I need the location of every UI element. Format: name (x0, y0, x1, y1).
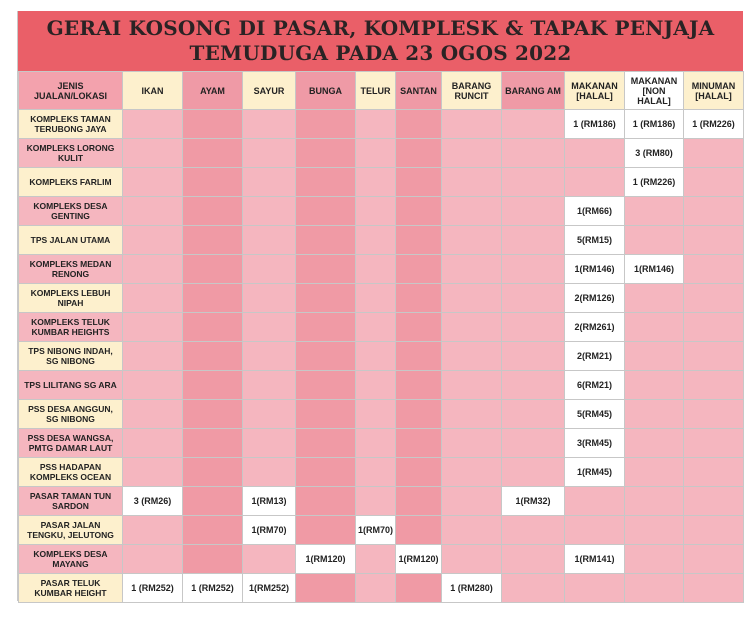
table-cell[interactable] (502, 516, 565, 545)
table-cell[interactable]: 1 (RM252) (123, 574, 183, 603)
table-row (19, 487, 744, 516)
table-cell[interactable] (296, 371, 356, 400)
table-cell[interactable] (243, 342, 296, 371)
table-cell[interactable] (396, 458, 442, 487)
location-cell[interactable]: PSS DESA ANGGUN, SG NIBONG (19, 400, 123, 429)
table-cell[interactable] (356, 168, 396, 197)
table-cell[interactable] (296, 255, 356, 284)
location-cell[interactable]: PSS HADAPAN KOMPLEKS OCEAN (19, 458, 123, 487)
table-cell[interactable] (442, 255, 502, 284)
table-cell[interactable] (565, 139, 625, 168)
location-cell[interactable]: KOMPLEKS TAMAN TERUBONG JAYA (19, 110, 123, 139)
table-cell[interactable]: 1 (RM186) (565, 110, 625, 139)
table-cell[interactable] (684, 487, 744, 516)
table-cell[interactable] (565, 487, 625, 516)
table-cell[interactable] (442, 139, 502, 168)
table-cell[interactable] (243, 139, 296, 168)
location-cell[interactable]: TPS LILITANG SG ARA (19, 371, 123, 400)
table-cell[interactable] (123, 168, 183, 197)
table-cell[interactable]: 1(RM120) (296, 545, 356, 574)
table-cell[interactable] (123, 545, 183, 574)
column-header[interactable]: SANTAN (396, 72, 442, 110)
table-row (19, 371, 744, 400)
table-row (19, 255, 744, 284)
table-cell[interactable] (183, 284, 243, 313)
table-cell[interactable] (625, 342, 684, 371)
location-cell[interactable]: KOMPLEKS LORONG KULIT (19, 139, 123, 168)
title-line-1: GERAI KOSONG DI PASAR, KOMPLESK & TAPAK PENJAJA (46, 16, 715, 40)
table-cell[interactable] (243, 458, 296, 487)
table-cell[interactable] (684, 429, 744, 458)
table-cell[interactable]: 1 (RM226) (684, 110, 744, 139)
table-cell[interactable] (442, 371, 502, 400)
table-cell[interactable] (684, 284, 744, 313)
table-cell[interactable]: 1(RM45) (565, 458, 625, 487)
table-cell[interactable] (243, 400, 296, 429)
table-cell[interactable] (502, 400, 565, 429)
table-cell[interactable]: 3 (RM26) (123, 487, 183, 516)
table-cell[interactable] (625, 197, 684, 226)
location-cell[interactable]: PASAR TELUK KUMBAR HEIGHT (19, 574, 123, 603)
location-cell[interactable]: KOMPLEKS MEDAN RENONG (19, 255, 123, 284)
table-cell[interactable] (625, 458, 684, 487)
table-cell[interactable]: 1(RM13) (243, 487, 296, 516)
table-cell[interactable] (442, 400, 502, 429)
table-cell[interactable] (684, 197, 744, 226)
table-cell[interactable] (183, 168, 243, 197)
table-cell[interactable]: 3(RM45) (565, 429, 625, 458)
table-cell[interactable] (625, 516, 684, 545)
table-cell[interactable]: 5(RM45) (565, 400, 625, 429)
title-line-2: TEMUDUGA PADA 23 OGOS 2022 (189, 41, 572, 65)
table-cell[interactable] (396, 574, 442, 603)
table-cell[interactable] (396, 487, 442, 516)
location-cell[interactable]: KOMPLEKS TELUK KUMBAR HEIGHTS (19, 313, 123, 342)
table-cell[interactable] (183, 226, 243, 255)
table-cell[interactable] (502, 342, 565, 371)
table-cell[interactable] (356, 429, 396, 458)
table-row (19, 226, 744, 255)
table-cell[interactable]: 1(RM141) (565, 545, 625, 574)
table-row (19, 284, 744, 313)
table-cell[interactable] (356, 400, 396, 429)
table-cell[interactable] (296, 226, 356, 255)
table-cell[interactable]: 1(RM66) (565, 197, 625, 226)
table-cell[interactable] (684, 516, 744, 545)
table-cell[interactable] (396, 342, 442, 371)
table-cell[interactable] (442, 226, 502, 255)
table-cell[interactable] (396, 110, 442, 139)
table-cell[interactable] (183, 487, 243, 516)
table-cell[interactable]: 1 (RM252) (183, 574, 243, 603)
table-cell[interactable] (442, 168, 502, 197)
table-cell[interactable] (243, 255, 296, 284)
table-cell[interactable] (123, 342, 183, 371)
table-cell[interactable] (625, 487, 684, 516)
table-cell[interactable] (396, 400, 442, 429)
table-cell[interactable] (442, 429, 502, 458)
table-cell[interactable] (183, 255, 243, 284)
table-cell[interactable] (183, 139, 243, 168)
column-header[interactable]: AYAM (183, 72, 243, 110)
table-cell[interactable]: 2(RM126) (565, 284, 625, 313)
table-cell[interactable] (356, 284, 396, 313)
table-cell[interactable] (442, 342, 502, 371)
table-cell[interactable]: 6(RM21) (565, 371, 625, 400)
table-cell[interactable] (183, 197, 243, 226)
column-header[interactable]: MAKANAN [HALAL] (565, 72, 625, 110)
table-cell[interactable] (296, 458, 356, 487)
table-cell[interactable]: 1(RM70) (356, 516, 396, 545)
table-cell[interactable] (684, 574, 744, 603)
table-row (19, 516, 744, 545)
table-cell[interactable] (123, 255, 183, 284)
table-cell[interactable] (356, 139, 396, 168)
table-cell[interactable]: 1(RM252) (243, 574, 296, 603)
table-cell[interactable] (243, 110, 296, 139)
table-cell[interactable] (296, 400, 356, 429)
table-cell[interactable] (296, 139, 356, 168)
location-cell[interactable]: KOMPLEKS DESA MAYANG (19, 545, 123, 574)
location-cell[interactable]: PSS DESA WANGSA, PMTG DAMAR LAUT (19, 429, 123, 458)
table-cell[interactable] (296, 574, 356, 603)
table-cell[interactable] (356, 226, 396, 255)
table-cell[interactable] (396, 197, 442, 226)
table-cell[interactable] (243, 197, 296, 226)
table-cell[interactable] (396, 284, 442, 313)
table-cell[interactable]: 2(RM261) (565, 313, 625, 342)
table-cell[interactable] (502, 197, 565, 226)
location-cell[interactable]: PASAR TAMAN TUN SARDON (19, 487, 123, 516)
table-cell[interactable] (684, 168, 744, 197)
table-cell[interactable] (502, 545, 565, 574)
table-cell[interactable] (356, 574, 396, 603)
table-cell[interactable] (442, 284, 502, 313)
table-cell[interactable] (396, 371, 442, 400)
table-cell[interactable] (356, 110, 396, 139)
table-row (19, 313, 744, 342)
table-cell[interactable] (123, 284, 183, 313)
table-cell[interactable] (296, 487, 356, 516)
table-cell[interactable] (183, 545, 243, 574)
table-cell[interactable] (684, 226, 744, 255)
table-cell[interactable] (684, 400, 744, 429)
table-cell[interactable] (123, 400, 183, 429)
table-body (19, 110, 744, 603)
vacancy-table (18, 71, 744, 603)
table-cell[interactable] (243, 284, 296, 313)
table-cell[interactable] (442, 458, 502, 487)
table-cell[interactable] (684, 255, 744, 284)
table-cell[interactable] (442, 313, 502, 342)
location-cell[interactable]: TPS JALAN UTAMA (19, 226, 123, 255)
table-cell[interactable] (356, 342, 396, 371)
location-cell[interactable]: PASAR JALAN TENGKU, JELUTONG (19, 516, 123, 545)
table-cell[interactable] (684, 342, 744, 371)
column-header[interactable]: IKAN (123, 72, 183, 110)
column-header[interactable]: MAKANAN [NON HALAL] (625, 72, 684, 110)
table-row (19, 342, 744, 371)
table-cell[interactable]: 1 (RM226) (625, 168, 684, 197)
table-cell[interactable] (625, 400, 684, 429)
table-cell[interactable] (123, 516, 183, 545)
table-cell[interactable]: 1(RM146) (625, 255, 684, 284)
table-cell[interactable] (625, 313, 684, 342)
sheet-title (18, 11, 743, 71)
table-cell[interactable] (243, 545, 296, 574)
table-cell[interactable] (296, 342, 356, 371)
table-row (19, 139, 744, 168)
table-cell[interactable] (502, 255, 565, 284)
table-cell[interactable] (183, 458, 243, 487)
table-cell[interactable] (296, 429, 356, 458)
table-cell[interactable] (565, 574, 625, 603)
column-header[interactable]: TELUR (356, 72, 396, 110)
table-cell[interactable] (684, 313, 744, 342)
table-cell[interactable] (396, 226, 442, 255)
table-row (19, 458, 744, 487)
table-cell[interactable] (356, 545, 396, 574)
table-cell[interactable] (183, 110, 243, 139)
location-cell[interactable]: KOMPLEKS LEBUH NIPAH (19, 284, 123, 313)
table-row (19, 197, 744, 226)
column-header[interactable]: MINUMAN [HALAL] (684, 72, 744, 110)
table-cell[interactable] (625, 284, 684, 313)
table-cell[interactable] (502, 371, 565, 400)
table-cell[interactable]: 1(RM70) (243, 516, 296, 545)
table-cell[interactable] (625, 371, 684, 400)
table-cell[interactable] (183, 313, 243, 342)
table-cell[interactable] (684, 458, 744, 487)
table-cell[interactable]: 1(RM146) (565, 255, 625, 284)
table-cell[interactable] (123, 458, 183, 487)
table-row (19, 429, 744, 458)
table-cell[interactable] (123, 197, 183, 226)
table-cell[interactable] (183, 516, 243, 545)
table-cell[interactable] (296, 197, 356, 226)
column-header[interactable]: BARANG AM (502, 72, 565, 110)
column-header[interactable]: BARANG RUNCIT (442, 72, 502, 110)
table-cell[interactable] (183, 371, 243, 400)
table-cell[interactable]: 1 (RM280) (442, 574, 502, 603)
table-cell[interactable] (625, 545, 684, 574)
table-cell[interactable] (442, 516, 502, 545)
table-cell[interactable] (502, 458, 565, 487)
table-cell[interactable]: 1(RM120) (396, 545, 442, 574)
table-row (19, 574, 744, 603)
table-cell[interactable] (442, 545, 502, 574)
table-cell[interactable] (565, 516, 625, 545)
table-cell[interactable] (296, 284, 356, 313)
table-cell[interactable] (356, 197, 396, 226)
table-cell[interactable] (502, 110, 565, 139)
table-cell[interactable] (396, 429, 442, 458)
table-cell[interactable] (502, 574, 565, 603)
spreadsheet (17, 11, 743, 601)
table-cell[interactable] (502, 284, 565, 313)
table-cell[interactable] (396, 255, 442, 284)
table-row (19, 168, 744, 197)
table-cell[interactable]: 1(RM32) (502, 487, 565, 516)
table-cell[interactable] (396, 168, 442, 197)
table-cell[interactable] (243, 313, 296, 342)
table-cell[interactable]: 5(RM15) (565, 226, 625, 255)
location-cell[interactable]: TPS NIBONG INDAH, SG NIBONG (19, 342, 123, 371)
table-row (19, 545, 744, 574)
table-cell[interactable] (502, 429, 565, 458)
table-cell[interactable] (502, 313, 565, 342)
table-cell[interactable] (565, 168, 625, 197)
table-cell[interactable] (684, 139, 744, 168)
table-cell[interactable] (356, 313, 396, 342)
table-cell[interactable] (396, 139, 442, 168)
column-header[interactable]: BUNGA (296, 72, 356, 110)
table-cell[interactable] (502, 226, 565, 255)
table-cell[interactable] (243, 429, 296, 458)
table-cell[interactable] (442, 487, 502, 516)
table-cell[interactable] (296, 516, 356, 545)
column-header[interactable]: JENIS JUALAN/LOKASI (19, 72, 123, 110)
table-cell[interactable]: 1 (RM186) (625, 110, 684, 139)
table-cell[interactable] (123, 313, 183, 342)
table-cell[interactable] (684, 371, 744, 400)
table-cell[interactable] (356, 371, 396, 400)
column-header[interactable]: SAYUR (243, 72, 296, 110)
location-cell[interactable]: KOMPLEKS DESA GENTING (19, 197, 123, 226)
table-cell[interactable] (123, 226, 183, 255)
table-cell[interactable] (356, 255, 396, 284)
table-cell[interactable] (123, 371, 183, 400)
table-cell[interactable] (442, 197, 502, 226)
table-cell[interactable] (442, 110, 502, 139)
table-cell[interactable] (625, 574, 684, 603)
location-cell[interactable]: KOMPLEKS FARLIM (19, 168, 123, 197)
table-cell[interactable] (123, 110, 183, 139)
table-cell[interactable] (625, 429, 684, 458)
table-cell[interactable] (502, 139, 565, 168)
table-cell[interactable] (502, 168, 565, 197)
table-cell[interactable] (243, 168, 296, 197)
table-cell[interactable] (296, 168, 356, 197)
table-cell[interactable] (396, 516, 442, 545)
table-cell[interactable] (243, 226, 296, 255)
table-cell[interactable] (243, 371, 296, 400)
header-row (19, 72, 744, 110)
table-cell[interactable] (296, 110, 356, 139)
table-cell[interactable] (123, 429, 183, 458)
table-cell[interactable] (183, 429, 243, 458)
table-row (19, 110, 744, 139)
table-cell[interactable] (296, 313, 356, 342)
table-cell[interactable]: 2(RM21) (565, 342, 625, 371)
table-cell[interactable] (356, 458, 396, 487)
table-cell[interactable] (183, 400, 243, 429)
table-row (19, 400, 744, 429)
table-cell[interactable] (625, 226, 684, 255)
table-cell[interactable] (123, 139, 183, 168)
table-cell[interactable] (356, 487, 396, 516)
table-cell[interactable]: 3 (RM80) (625, 139, 684, 168)
table-cell[interactable] (183, 342, 243, 371)
table-cell[interactable] (684, 545, 744, 574)
table-cell[interactable] (396, 313, 442, 342)
